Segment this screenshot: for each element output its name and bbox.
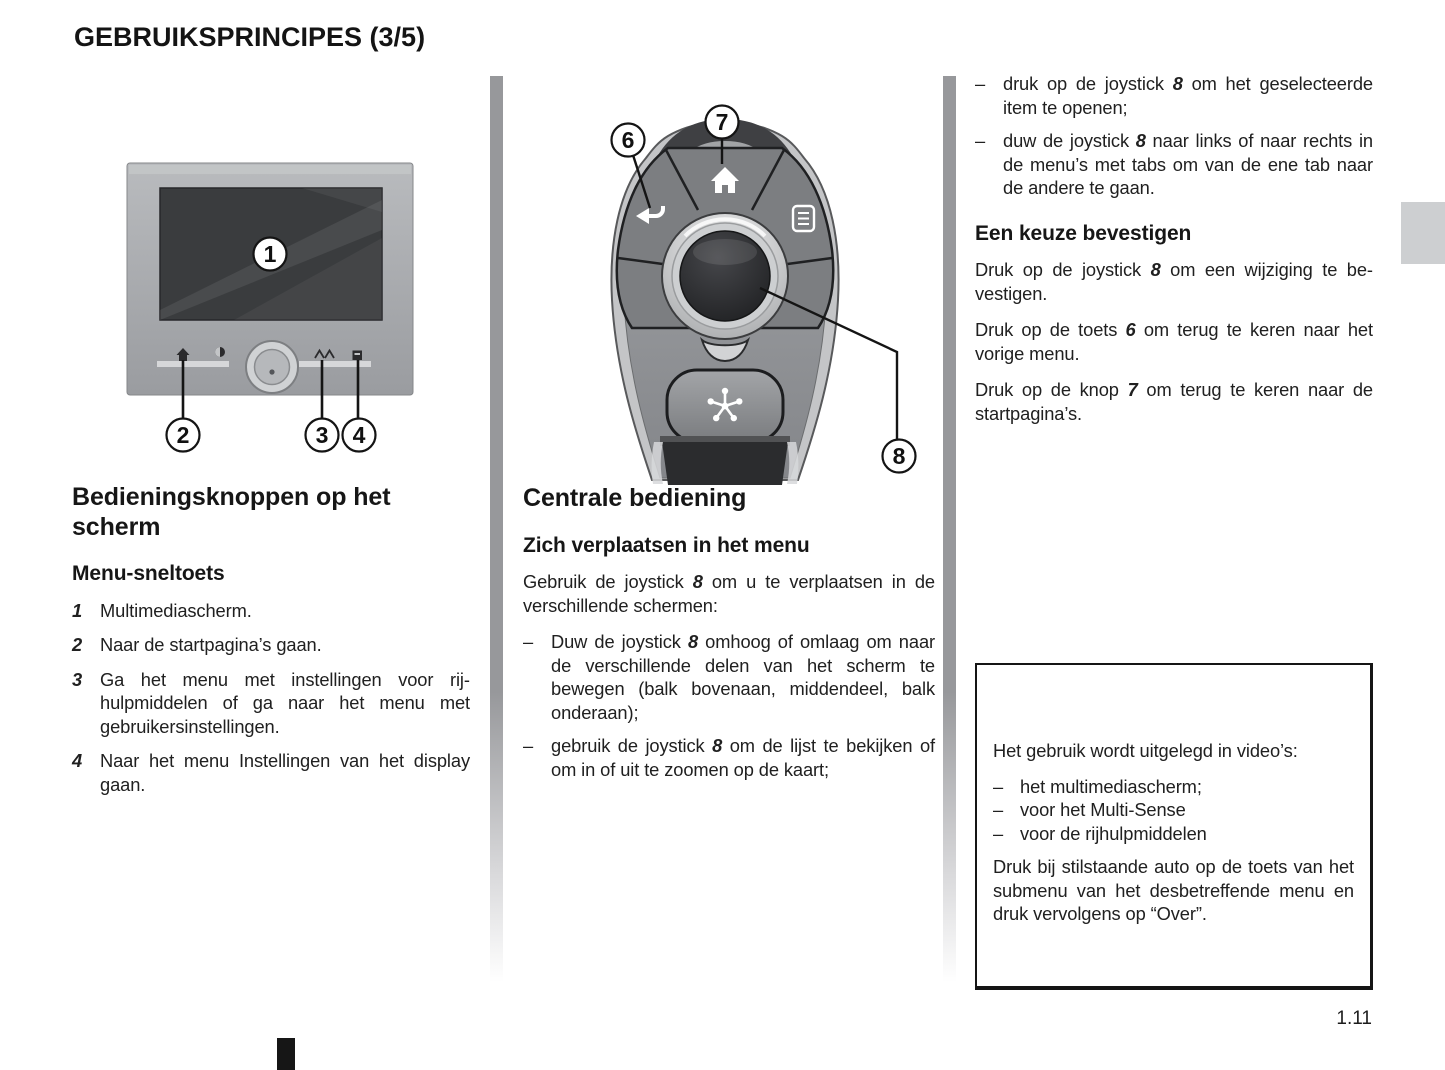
- control-knob: [246, 341, 298, 393]
- bullet-dash: –: [975, 130, 986, 151]
- middle-column: [523, 484, 935, 791]
- info-box-outro: Druk bij stilstaande auto op de toets van het submenu van het desbetreffende menu en druk vervolgens op “Over”.: [993, 856, 1354, 924]
- callout-ref: 8: [692, 571, 703, 592]
- text-run: naar links of naar rechts in de menu’s met tabs om van de ene tab naar de andere te gaan.: [1003, 130, 1373, 198]
- stalk: [662, 442, 788, 485]
- item-number: 3: [72, 668, 83, 690]
- list-item: [72, 749, 470, 796]
- chapter-edge-tab: [1401, 202, 1445, 264]
- list-item: [72, 599, 470, 623]
- item-text: Ga het menu met instellingen voor rijhulpmiddelen of ga naar het menu met gebruikersinstellingen.: [100, 668, 470, 737]
- joystick-knob: [662, 213, 788, 339]
- list-item: [72, 668, 470, 739]
- subheading-menu-navigation: Zich verplaatsen in het menu: [523, 533, 810, 557]
- text-run: om een wijziging te bevestigen.: [975, 259, 1373, 304]
- bullet-text: [551, 734, 935, 781]
- bullet-item: [975, 72, 1373, 119]
- callout-4-label: 4: [352, 422, 366, 448]
- callout-1-label: 1: [263, 241, 277, 267]
- callout-7-label: 7: [715, 109, 729, 135]
- info-box-item-text: voor het Multi-Sense: [1020, 799, 1186, 820]
- paragraph: [975, 318, 1373, 365]
- text-run: Druk op de toets: [975, 319, 1126, 340]
- bullet-dash: –: [993, 775, 1004, 797]
- info-box-intro: Het gebruik wordt uitgelegd in video’s:: [993, 740, 1298, 761]
- text-run: druk op de joystick: [1003, 73, 1173, 94]
- left-column: [72, 483, 470, 807]
- info-box-item-text: voor de rijhulpmiddelen: [1020, 822, 1207, 844]
- callout-2-label: 2: [176, 422, 190, 448]
- text-run: Druk op de joystick: [975, 259, 1151, 280]
- bullet-item: [523, 734, 935, 781]
- callout-ref: 7: [1127, 379, 1138, 400]
- section-heading-screen-buttons: Bedieningsknoppen op het scherm: [72, 483, 391, 541]
- text-run: om het geselecteerde item te openen;: [1003, 73, 1373, 118]
- text-run: duw de joystick: [1003, 130, 1136, 151]
- trim-strip-left: [157, 361, 229, 367]
- bullet-dash: –: [993, 799, 1004, 820]
- info-box-item: [993, 822, 1354, 846]
- column-separator-left: [490, 76, 503, 982]
- page-number: 1.11: [1336, 1008, 1372, 1029]
- paragraph: [523, 570, 935, 617]
- bullet-dash: –: [975, 73, 986, 94]
- right-column: [975, 72, 1373, 438]
- section-heading-central-control: Centrale bediening: [523, 484, 747, 512]
- callout-ref: 8: [1172, 73, 1183, 94]
- item-text: Naar het menu Instellingen van het display gaan.: [100, 750, 470, 795]
- bullet-dash: –: [523, 631, 534, 652]
- bullet-item: [975, 129, 1373, 200]
- text-run: omhoog of omlaag om naar de verschillende delen van het scherm te bewegen (balk bovenaan, middendeel, balk onderaan);: [551, 631, 935, 723]
- bullet-text: [551, 630, 935, 724]
- info-box: [975, 663, 1373, 990]
- trim-strip-right: [299, 361, 371, 367]
- callout-ref: 8: [1150, 259, 1161, 280]
- page-title: GEBRUIKSPRINCIPES (3/5): [74, 22, 426, 52]
- item-number: 1: [72, 599, 83, 621]
- contrast-icon: [215, 347, 225, 357]
- text-run: Druk op de knop: [975, 379, 1128, 400]
- paragraph: [975, 378, 1373, 425]
- callout-ref: 8: [712, 735, 723, 756]
- info-box-item: [993, 798, 1354, 822]
- info-box-item-text: het multimediascherm;: [1020, 775, 1202, 797]
- bullet-text: [1003, 72, 1373, 119]
- text-run: om terug te keren naar het vorige menu.: [975, 319, 1373, 364]
- callout-ref: 8: [1135, 130, 1146, 151]
- item-text: Multimediascherm.: [100, 599, 252, 621]
- text-run: Gebruik de joystick: [523, 571, 693, 592]
- subheading-confirm-choice: Een keuze bevestigen: [975, 221, 1192, 245]
- bullet-dash: –: [993, 822, 1004, 844]
- text-run: om u te verplaatsen in de verschillende schermen:: [523, 571, 935, 616]
- text-run: om de lijst te bekijken of om in of uit te zoomen op de kaart;: [551, 735, 935, 780]
- info-box-item: [993, 775, 1354, 799]
- item-number: 2: [72, 634, 83, 655]
- text-run: om terug te keren naar de startpagina’s.: [975, 379, 1373, 424]
- display-settings-icon: [353, 351, 363, 361]
- callout-ref: 8: [687, 631, 699, 652]
- figure-multimedia-screen: [70, 140, 490, 460]
- callout-6-label: 6: [621, 127, 635, 153]
- callout-ref: 6: [1125, 319, 1136, 340]
- callout-8-label: 8: [892, 443, 906, 469]
- bullet-dash: –: [523, 735, 534, 756]
- item-number: 4: [72, 750, 83, 771]
- callout-3-label: 3: [315, 422, 329, 448]
- bullet-item: [523, 630, 935, 724]
- subheading-menu-shortcut: Menu-sneltoets: [72, 562, 225, 585]
- figure-central-control: [560, 85, 960, 485]
- list-item: [72, 633, 470, 657]
- text-run: gebruik de joystick: [551, 735, 713, 756]
- paragraph: [975, 258, 1373, 305]
- text-run: Duw de joystick: [551, 631, 688, 652]
- print-registration-mark: [277, 1038, 295, 1070]
- bezel-highlight: [129, 165, 411, 174]
- item-text: Naar de startpagina’s gaan.: [100, 634, 322, 655]
- bullet-text: [1003, 129, 1373, 200]
